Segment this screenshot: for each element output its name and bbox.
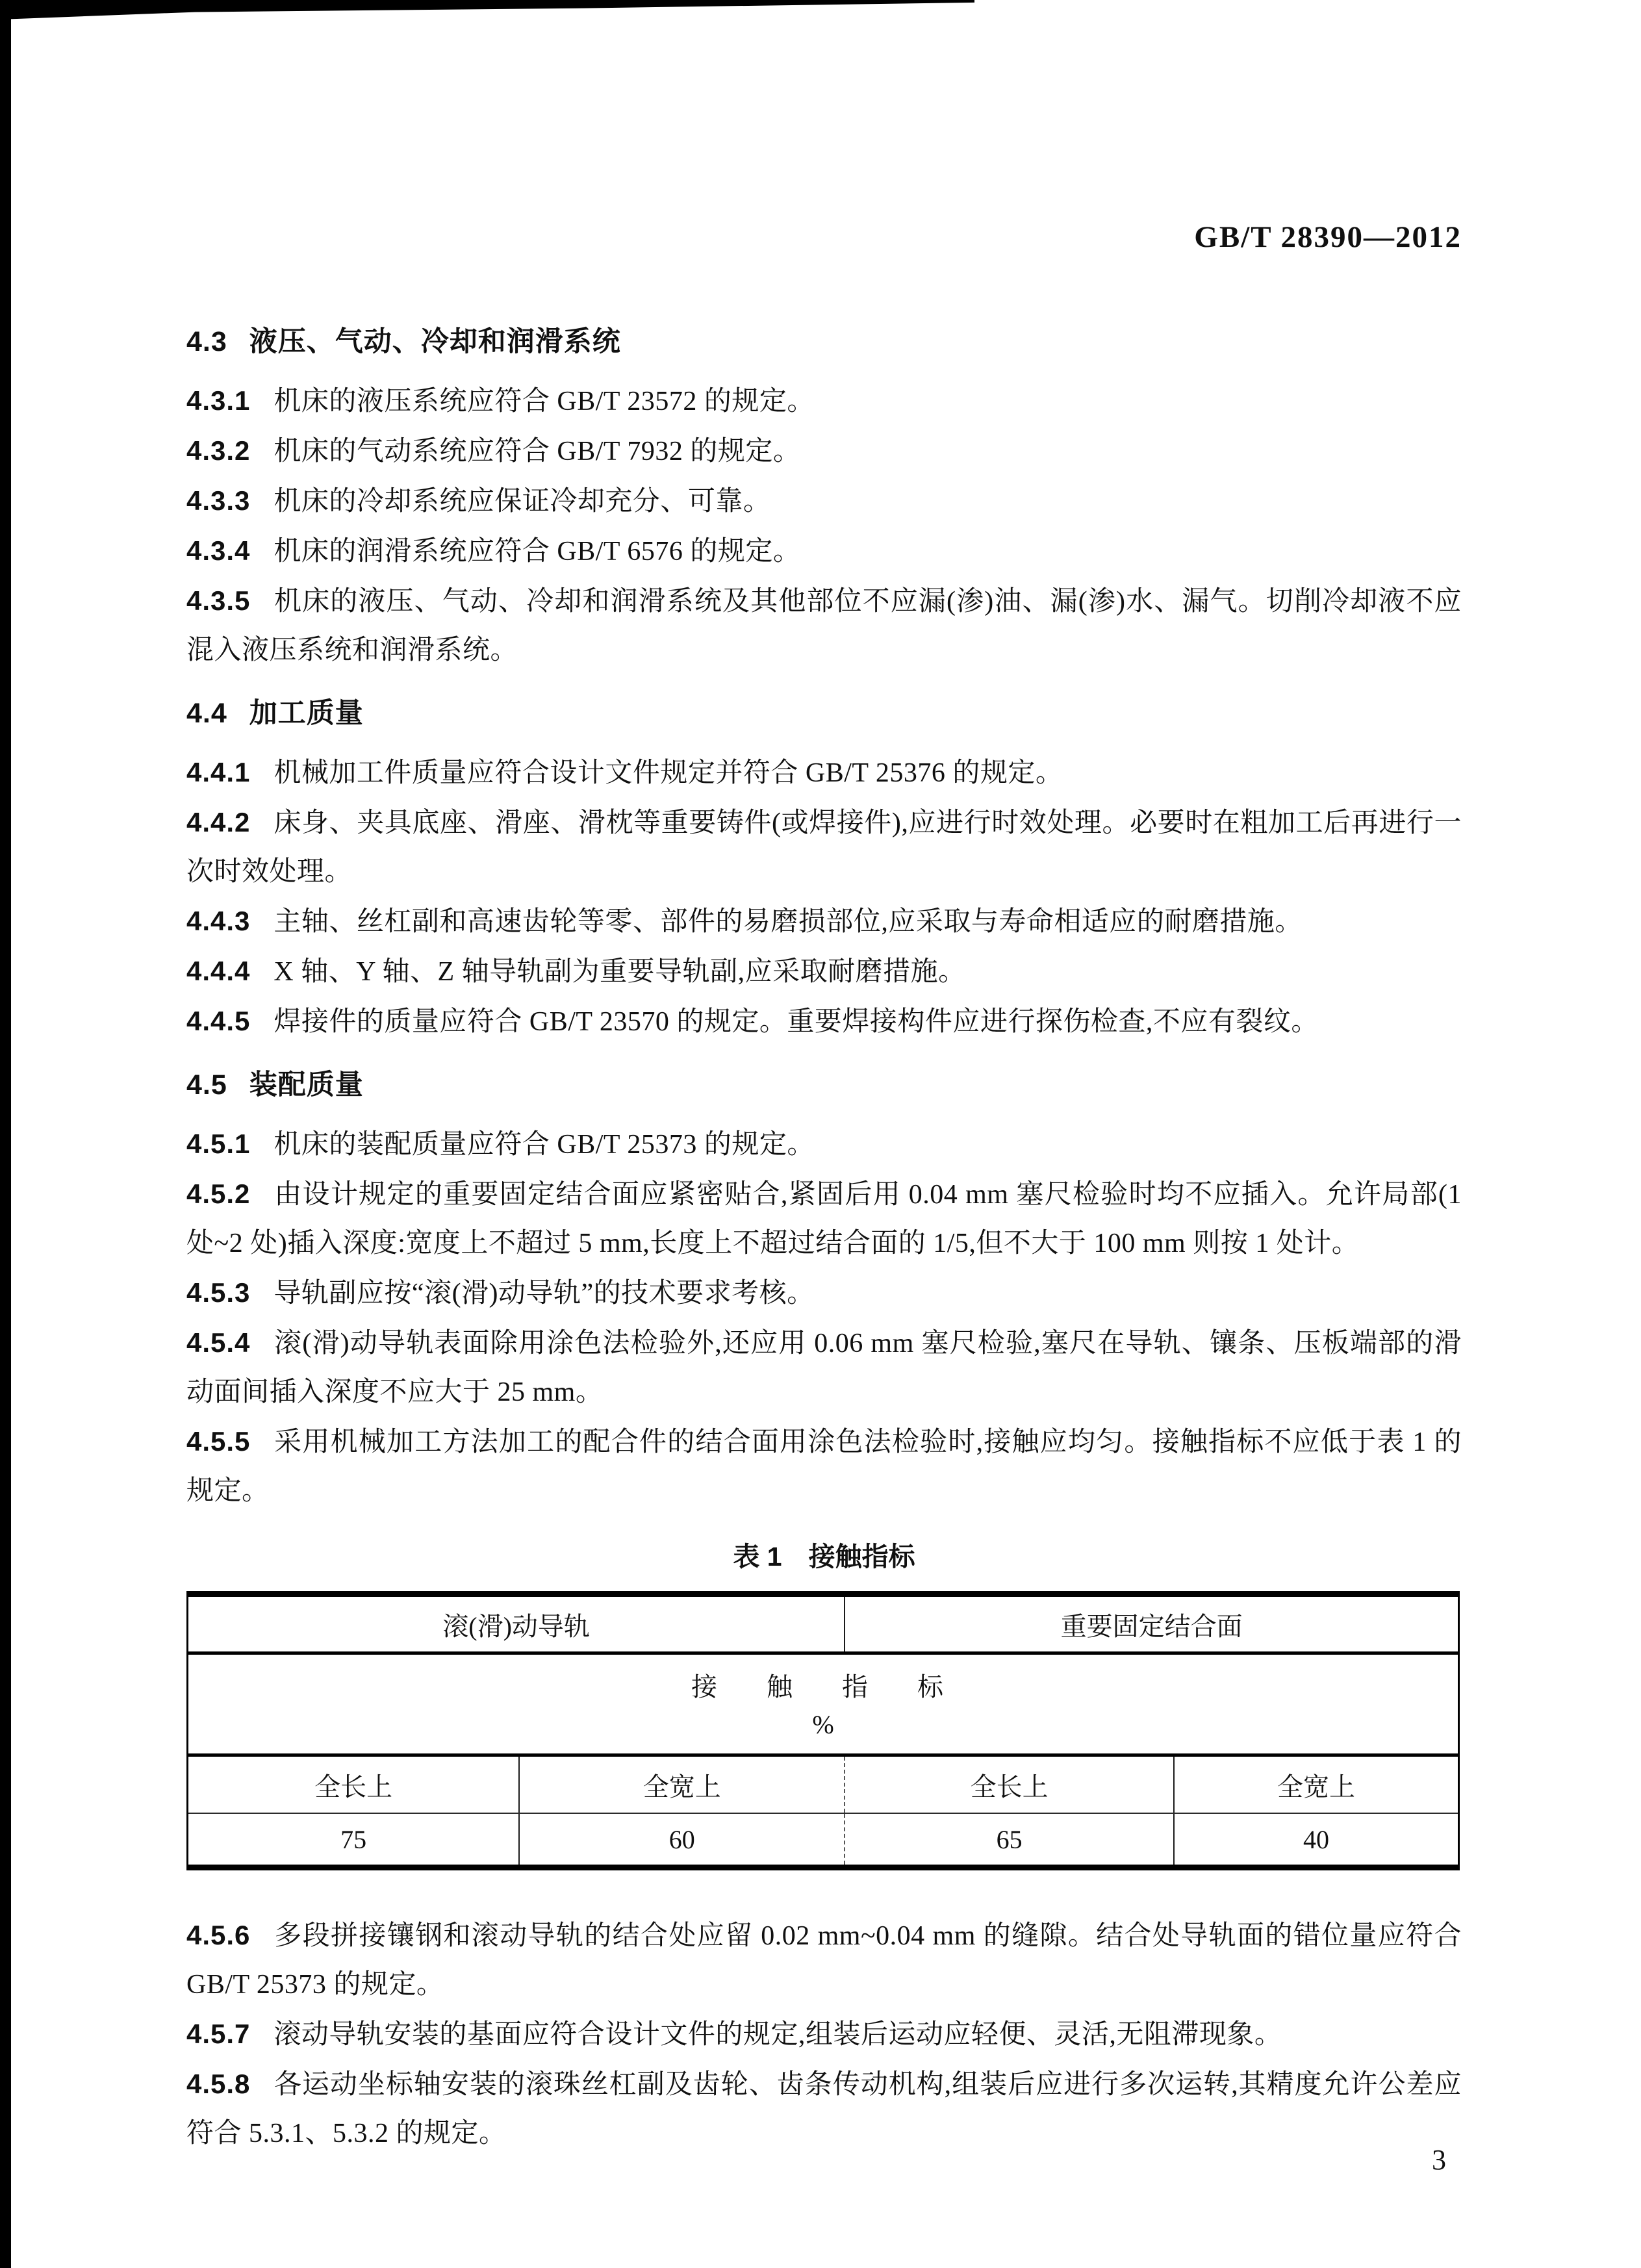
page-number: 3 <box>1432 2144 1446 2176</box>
table-unit: % <box>812 1710 834 1739</box>
clause-4-5-8 <box>186 2059 1462 2158</box>
clause-4-4-4 <box>186 947 1462 997</box>
clause-text: 导轨副应按“滚(滑)动导轨”的技术要求考核。 <box>274 1279 815 1308</box>
clause-number: 4.3.4 <box>186 535 251 566</box>
clause-number: 4.3.2 <box>186 435 251 466</box>
clause-4-3-2 <box>186 426 1462 476</box>
clause-4-5-3 <box>186 1268 1462 1318</box>
clause-text: 机床的冷却系统应保证冷却充分、可靠。 <box>274 487 771 516</box>
clause-text: 机械加工件质量应符合设计文件规定并符合 GB/T 25376 的规定。 <box>274 758 1063 788</box>
clause-text: X 轴、Y 轴、Z 轴导轨副为重要导轨副,应采取耐磨措施。 <box>274 957 966 987</box>
clause-number: 4.5.5 <box>186 1426 251 1457</box>
page-content <box>186 219 1462 2158</box>
clause-4-5-4 <box>186 1318 1462 1417</box>
clause-text: 机床的液压、气动、冷却和润滑系统及其他部位不应漏(渗)油、漏(渗)水、漏气。切削冷却液不应混入液压系统和润滑系统。 <box>186 587 1462 665</box>
table-group-header-row <box>188 1594 1459 1653</box>
clause-text: 由设计规定的重要固定结合面应紧密贴合,紧固后用 0.04 mm 塞尺检验时均不应插入。允许局部(1 处~2 处)插入深度:宽度上不超过 5 mm,长度上不超过结合面的 1/5,但不大于 100 mm 则按 1 处计。 <box>186 1180 1462 1258</box>
clause-text: 机床的润滑系统应符合 GB/T 6576 的规定。 <box>274 537 801 567</box>
section-number: 4.4 <box>186 698 227 729</box>
clause-number: 4.5.2 <box>186 1179 251 1209</box>
clause-4-4-5 <box>186 997 1462 1047</box>
clause-4-3-4 <box>186 526 1462 576</box>
table-value: 75 <box>340 1824 367 1854</box>
clause-number: 4.4.5 <box>186 1006 251 1036</box>
clause-text: 采用机械加工方法加工的配合件的结合面用涂色法检验时,接触应均匀。接触指标不应低于表 1 的规定。 <box>186 1427 1462 1506</box>
table-value: 60 <box>519 1813 845 1868</box>
table-col-header: 全长上 <box>188 1755 520 1814</box>
clause-text: 床身、夹具底座、滑座、滑枕等重要铸件(或焊接件),应进行时效处理。必要时在粗加工后再进行一次时效处理。 <box>186 808 1462 887</box>
table-group-header-rails: 滚(滑)动导轨 <box>188 1594 845 1653</box>
clause-number: 4.5.1 <box>186 1128 251 1159</box>
clause-4-4-3 <box>186 897 1462 947</box>
clause-4-5-7 <box>186 2009 1462 2059</box>
clause-4-3-5 <box>186 576 1462 675</box>
scan-artifact-top-edge <box>0 0 974 19</box>
clause-number: 4.3.3 <box>186 485 251 516</box>
table-spanning-header: 接 触 指 标 <box>691 1672 955 1701</box>
table-col-header: 全宽上 <box>1174 1755 1458 1814</box>
clause-number: 4.4.4 <box>186 956 251 986</box>
clause-number: 4.5.6 <box>186 1920 251 1950</box>
table-spanning-header-row <box>188 1653 1459 1755</box>
clause-4-5-5 <box>186 1417 1462 1516</box>
clause-text: 各运动坐标轴安装的滚珠丝杠副及齿轮、齿条传动机构,组装后应进行多次运转,其精度允许公差应符合 5.3.1、5.3.2 的规定。 <box>186 2070 1462 2148</box>
clause-4-5-1 <box>186 1119 1462 1169</box>
clause-number: 4.5.4 <box>186 1327 251 1358</box>
clause-text: 机床的装配质量应符合 GB/T 25373 的规定。 <box>274 1130 815 1160</box>
table-column-header-row <box>188 1755 1459 1814</box>
clause-number: 4.5.7 <box>186 2019 251 2049</box>
clause-text: 焊接件的质量应符合 GB/T 23570 的规定。重要焊接构件应进行探伤检查,不应有裂纹。 <box>274 1007 1319 1037</box>
clause-number: 4.5.3 <box>186 1277 251 1308</box>
section-title: 加工质量 <box>249 698 364 729</box>
contact-index-table <box>186 1591 1460 1870</box>
clause-number: 4.3.1 <box>186 385 251 416</box>
clause-number: 4.4.2 <box>186 807 251 837</box>
section-title: 装配质量 <box>249 1069 364 1101</box>
table-value: 65 <box>845 1813 1174 1868</box>
clause-number: 4.4.3 <box>186 906 251 936</box>
clause-4-4-2 <box>186 798 1462 897</box>
clause-4-3-3 <box>186 476 1462 526</box>
clause-number: 4.4.1 <box>186 757 251 787</box>
table-col-header: 全长上 <box>845 1755 1174 1814</box>
table-value: 40 <box>1174 1813 1458 1868</box>
clause-text: 多段拼接镶钢和滚动导轨的结合处应留 0.02 mm~0.04 mm 的缝隙。结合处导轨面的错位量应符合 GB/T 25373 的规定。 <box>186 1921 1462 2000</box>
table-group-header-fixed-joints: 重要固定结合面 <box>845 1594 1458 1653</box>
table-value-row <box>188 1813 1459 1868</box>
clause-4-3-1 <box>186 376 1462 426</box>
section-number: 4.3 <box>186 326 227 357</box>
clause-4-4-1 <box>186 748 1462 798</box>
scan-artifact-left-edge <box>0 0 11 2268</box>
clause-number: 4.3.5 <box>186 585 251 616</box>
section-heading-4-4 <box>186 694 1462 732</box>
table-spanning-header-cell <box>188 1653 1459 1755</box>
clause-text: 机床的气动系统应符合 GB/T 7932 的规定。 <box>274 437 801 466</box>
section-heading-4-5 <box>186 1066 1462 1104</box>
section-number: 4.5 <box>186 1069 227 1101</box>
clause-text: 滚(滑)动导轨表面除用涂色法检验外,还应用 0.06 mm 塞尺检验,塞尺在导轨、镶条、压板端部的滑动面间插入深度不应大于 25 mm。 <box>186 1329 1462 1407</box>
section-heading-4-3 <box>186 323 1462 361</box>
standard-number: GB/T 28390—2012 <box>1194 220 1462 254</box>
clause-text: 主轴、丝杠副和高速齿轮等零、部件的易磨损部位,应采取与寿命相适应的耐磨措施。 <box>274 907 1303 937</box>
clause-4-5-6 <box>186 1911 1462 2009</box>
section-title: 液压、气动、冷却和润滑系统 <box>249 326 621 357</box>
clause-text: 滚动导轨安装的基面应符合设计文件的规定,组装后运动应轻便、灵活,无阻滞现象。 <box>274 2020 1282 2050</box>
clause-4-5-2 <box>186 1169 1462 1268</box>
table-caption: 表 1 接触指标 <box>733 1542 915 1572</box>
table-col-header: 全宽上 <box>519 1755 845 1814</box>
clause-text: 机床的液压系统应符合 GB/T 23572 的规定。 <box>274 387 815 416</box>
clause-number: 4.5.8 <box>186 2069 251 2099</box>
